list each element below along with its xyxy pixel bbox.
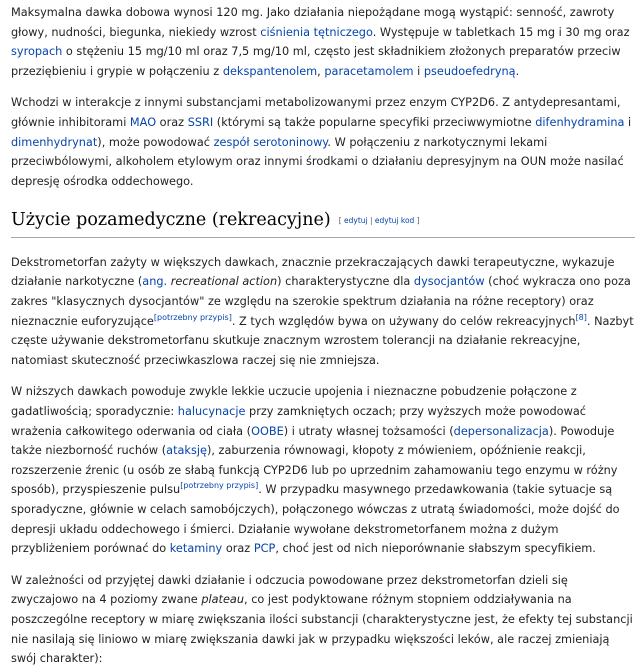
citation-needed: [potrzebny przypis] <box>180 481 259 491</box>
edit-section-links: [ edytuj | edytuj kod ] <box>338 216 420 226</box>
edit-code-link[interactable]: edytuj kod <box>374 216 415 226</box>
link-cisnienie-tetnicze[interactable]: ciśnienia tętniczego <box>260 25 373 39</box>
link-ssri[interactable]: SSRI <box>187 115 214 129</box>
link-paracetamol[interactable]: paracetamolem <box>324 64 414 78</box>
section-heading <box>11 208 635 238</box>
reference-8: [8] <box>575 312 587 322</box>
link-pcp[interactable]: PCP <box>253 542 276 556</box>
link-dekspantenol[interactable]: dekspantenolem <box>222 64 318 78</box>
link-syrop[interactable]: syropach <box>11 45 63 59</box>
link-ataksja[interactable]: ataksję <box>166 444 207 458</box>
link-zespol-serotoninowy[interactable]: zespół serotoninowy <box>213 135 328 149</box>
link-pseudoefedryna[interactable]: pseudoefedryną <box>423 64 516 78</box>
link-difenhydramina[interactable]: difenhydramina <box>535 115 625 129</box>
paragraph-interactions: Wchodzi w interakcje z innymi substancjami metabolizowanymi przez enzym CYP2D6. Z antydepresantami, głównie inhibitorami MAO oraz SSRI (którymi są także popularne specyfiki przeciwwymiotne difenhydramina i dimenhydrynat), może powodować zespół serotoninowy. W połączeniu z narkotycznymi lekami przeciwbólowymi, alkoholem etylowym oraz innymi środkami o działaniu depresyjnym na OUN może nasilać depresję ośrodka oddechowego. <box>11 96 632 188</box>
link-ketamina[interactable]: ketaminy <box>169 542 223 556</box>
citation-needed: [potrzebny przypis] <box>153 312 232 322</box>
article-content <box>11 0 635 669</box>
paragraph-effects: W niższych dawkach powoduje zwykle lekkie uczucie upojenia i nieznaczne pobudzenie połączone z gadatliwością; sporadycznie: halucynacje przy zamkniętych oczach; przy wyższych może powodować wrażenia całkowitego oderwania od ciała (OOBE) i utraty własnej tożsamości (depersonalizacja). Powoduje także niezborność ruchów (ataksję), zaburzenia równowagi, kłopoty z mówieniem, opóźnienie reakcji, rozszerzenie źrenic (u osób ze słabą funkcją CYP2D6 lub po uprzednim zahamowaniu tego enzymu w różny sposób), przyspieszenie pulsu[potrzebny przypis]. W przypadku masywnego przedawkowania (takie sytuacje są sporadyczne, głównie w celach samobójczych), połączonego wówczas z utratą świadomości, może dojść do depresji układu oddechowego i śmierci. Działanie wywołane dekstrometorfanem można z dużym przybliżeniem porównać do ketaminy oraz PCP, choć jest od nich nieporównanie słabszym specyfikiem. <box>11 385 620 556</box>
link-dysocjanty[interactable]: dysocjantów <box>413 275 485 289</box>
section-title: Użycie pozamedyczne (rekreacyjne) <box>11 210 331 231</box>
paragraph-recreational: Dekstrometorfan zażyty w większych dawkach, znacznie przekraczających dawki terapeutyczne, wykazuje działanie narkotyczne (ang. recreational action) charakterystyczne dla dysocjantów (choć wykracza ono poza zakres "klasycznych dysocjantów" ze względu na szerokie spektrum działania na różne receptory) oraz nieznacznie euforyzujące[potrzebny przypis]. Z tych względów bywa on używany do celów rekreacyjnych[8]. Nazbyt częste używanie dekstrometorfanu skutkuje znacznym wzrostem tolerancji na działanie rekreacyjne, natomiast skuteczność przeciwkaszlowa raczej się nie zmniejsza. <box>11 255 634 367</box>
link-depersonalizacja[interactable]: depersonalizacja <box>453 424 549 438</box>
paragraph-plateaus: W zależności od przyjętej dawki działanie i odczucia powodowane przez dekstrometorfan dzieli się zwyczajowo na 4 poziomy zwane plateau, co jest podyktowane różnym stopniem oddziaływania na poszczególne receptory w miarę zwiększania ilości substancji (charakterystyczne jest, że efekty tej substancji nie nasilają się liniowo w miarę zwiększania dawki jak w przypadku większości leków, ale raczej zmieniają swój charakter): <box>11 573 633 666</box>
link-mao[interactable]: MAO <box>129 115 157 129</box>
edit-link[interactable]: edytuj <box>344 216 368 226</box>
link-oobe[interactable]: OOBE <box>251 424 284 438</box>
paragraph-dosage: Maksymalna dawka dobowa wynosi 120 mg. Jako działania niepożądane mogą wystąpić: senność, zawroty głowy, nudności, biegunka, niekiedy wzrost ciśnienia tętniczego. Występuje w tabletkach 15 mg i 30 mg oraz syropach o stężeniu 15 mg/10 ml oraz 7,5 mg/10 ml, często jest składnikiem złożonych preparatów przeciw przeziębieniu i grypie w połączeniu z dekspantenolem, paracetamolem i pseudoefedryną. <box>11 6 630 78</box>
link-dimenhydrynat[interactable]: dimenhydrynat <box>11 135 98 149</box>
link-halucynacje[interactable]: halucynacje <box>177 405 246 419</box>
link-ang[interactable]: ang. <box>142 275 168 289</box>
